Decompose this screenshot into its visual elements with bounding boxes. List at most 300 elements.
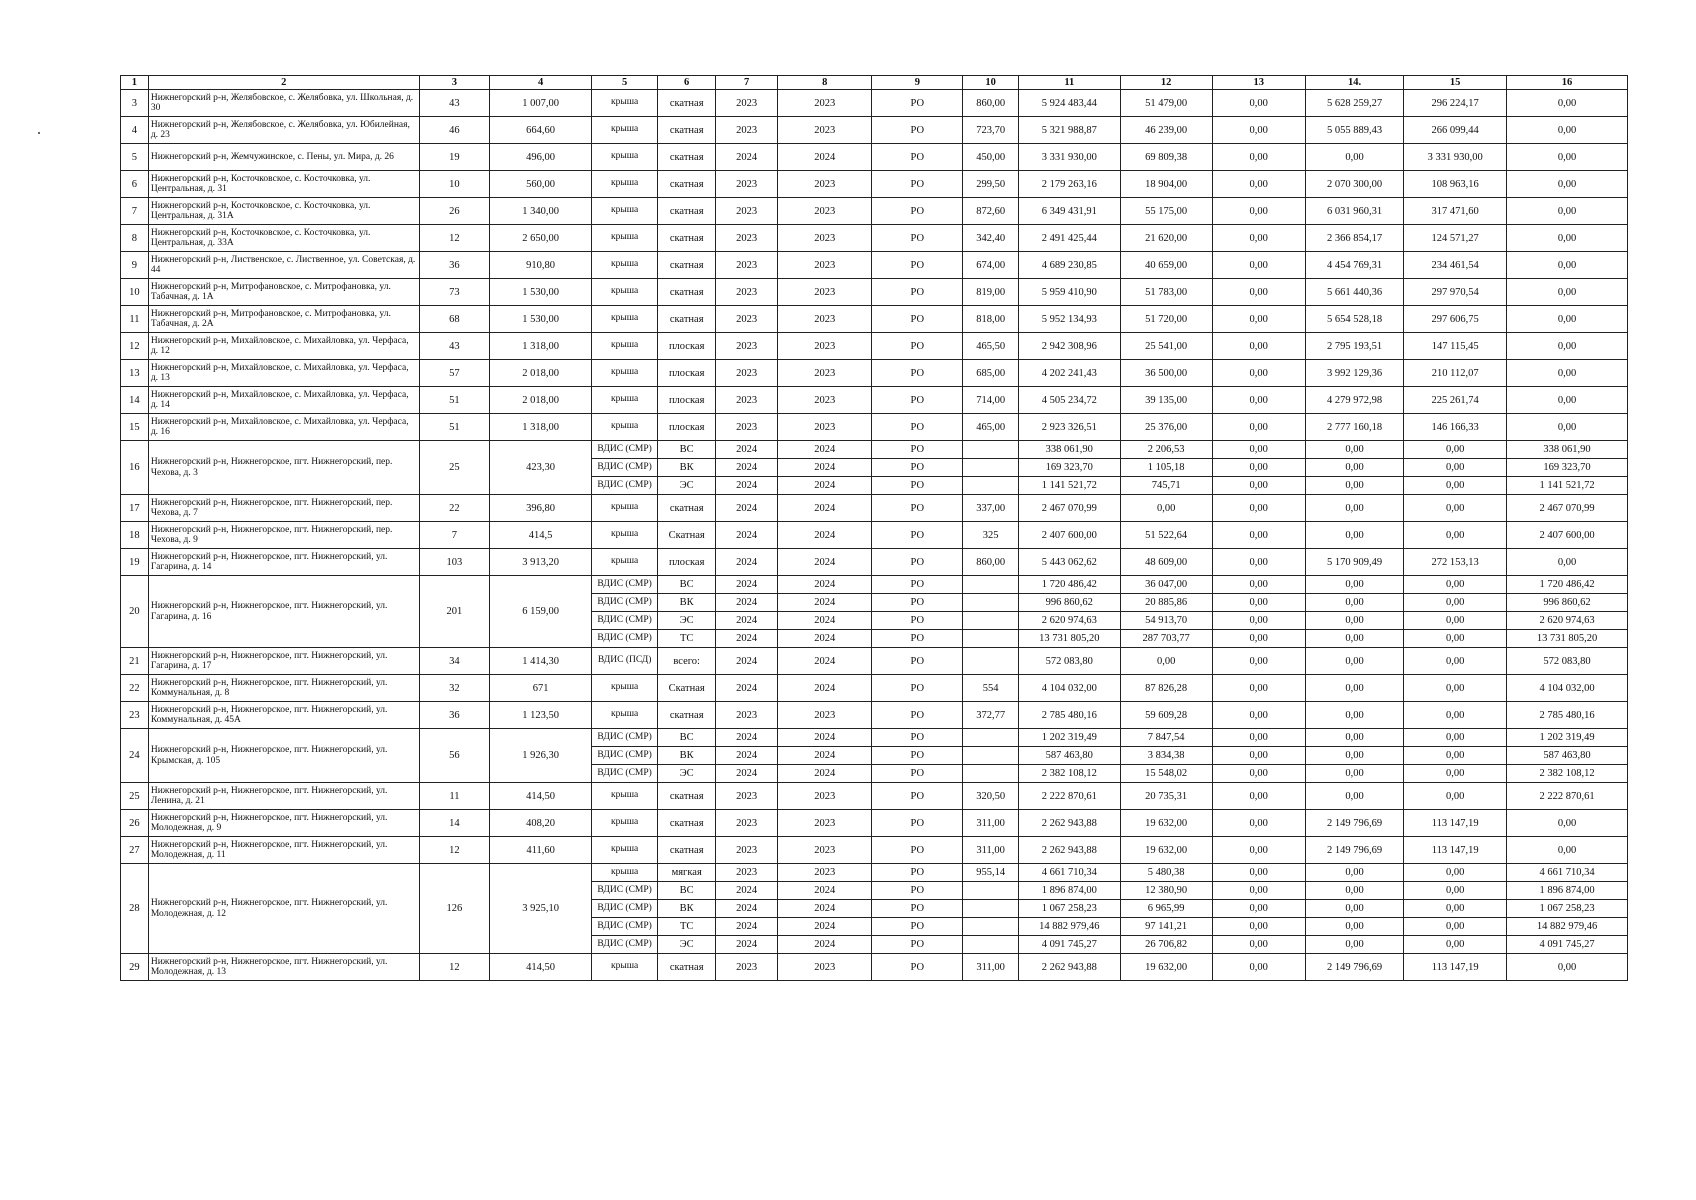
- address-cell: Нижнегорский р-н, Косточковское, с. Косточковка, ул. Центральная, д. 31А: [148, 198, 419, 225]
- plan-year: 2023: [716, 225, 778, 252]
- method: РО: [872, 117, 963, 144]
- apartments-count: 126: [419, 864, 490, 954]
- total-cost: 4 104 032,00: [1018, 675, 1120, 702]
- address-cell: Нижнегорский р-н, Нижнегорское, пгт. Нижнегорский, ул. Гагарина, д. 17: [148, 648, 419, 675]
- plan-year: 2024: [716, 918, 778, 936]
- fund-federal: 0,00: [1212, 198, 1305, 225]
- area: [963, 936, 1019, 954]
- plan-year: 2023: [716, 810, 778, 837]
- method: РО: [872, 675, 963, 702]
- row-number: 26: [121, 810, 149, 837]
- specific-cost: 55 175,00: [1120, 198, 1212, 225]
- table-row: [121, 783, 1628, 810]
- specific-cost: 0,00: [1120, 648, 1212, 675]
- column-header-8: 8: [778, 76, 872, 90]
- fund-owners: 0,00: [1507, 198, 1628, 225]
- work-type: ВДИС (СМР): [591, 630, 657, 648]
- column-header-5: 5: [591, 76, 657, 90]
- plan-year: 2023: [716, 198, 778, 225]
- row-number: 11: [121, 306, 149, 333]
- roof-type: ВК: [658, 459, 716, 477]
- area: 872,60: [963, 198, 1019, 225]
- apartments-count: 56: [419, 729, 490, 783]
- building-area: 910,80: [490, 252, 592, 279]
- work-type: крыша: [591, 225, 657, 252]
- specific-cost: 287 703,77: [1120, 630, 1212, 648]
- specific-cost: 48 609,00: [1120, 549, 1212, 576]
- end-year: 2023: [778, 306, 872, 333]
- fund-owners: 0,00: [1507, 117, 1628, 144]
- apartments-count: 14: [419, 810, 490, 837]
- plan-year: 2024: [716, 441, 778, 459]
- end-year: 2023: [778, 90, 872, 117]
- fund-owners: 14 882 979,46: [1507, 918, 1628, 936]
- apartments-count: 36: [419, 702, 490, 729]
- address-cell: Нижнегорский р-н, Жемчужинское, с. Пены, ул. Мира, д. 26: [148, 144, 419, 171]
- work-type: крыша: [591, 144, 657, 171]
- plan-year: 2023: [716, 171, 778, 198]
- fund-owners: 2 467 070,99: [1507, 495, 1628, 522]
- method: РО: [872, 459, 963, 477]
- apartments-count: 7: [419, 522, 490, 549]
- fund-foundation: 0,00: [1305, 441, 1403, 459]
- fund-foundation: 0,00: [1305, 648, 1403, 675]
- total-cost: 2 620 974,63: [1018, 612, 1120, 630]
- method: РО: [872, 279, 963, 306]
- total-cost: 2 222 870,61: [1018, 783, 1120, 810]
- table-row: [121, 648, 1628, 675]
- column-header-4: 4: [490, 76, 592, 90]
- specific-cost: 5 480,38: [1120, 864, 1212, 882]
- fund-owners: 0,00: [1507, 360, 1628, 387]
- fund-owners: 2 382 108,12: [1507, 765, 1628, 783]
- row-number: 9: [121, 252, 149, 279]
- table-row: [121, 171, 1628, 198]
- work-type: ВДИС (СМР): [591, 576, 657, 594]
- end-year: 2024: [778, 594, 872, 612]
- building-area: 1 414,30: [490, 648, 592, 675]
- method: РО: [872, 576, 963, 594]
- fund-regional: 296 224,17: [1404, 90, 1507, 117]
- table-row: [121, 414, 1628, 441]
- specific-cost: 3 834,38: [1120, 747, 1212, 765]
- fund-foundation: 5 654 528,18: [1305, 306, 1403, 333]
- specific-cost: 36 047,00: [1120, 576, 1212, 594]
- fund-foundation: 0,00: [1305, 576, 1403, 594]
- work-type: крыша: [591, 171, 657, 198]
- work-type: ВДИС (СМР): [591, 936, 657, 954]
- total-cost: 996 860,62: [1018, 594, 1120, 612]
- fund-federal: 0,00: [1212, 90, 1305, 117]
- total-cost: 1 141 521,72: [1018, 477, 1120, 495]
- area: [963, 918, 1019, 936]
- plan-year: 2024: [716, 675, 778, 702]
- plan-year: 2023: [716, 783, 778, 810]
- fund-owners: 1 141 521,72: [1507, 477, 1628, 495]
- fund-owners: 0,00: [1507, 279, 1628, 306]
- plan-year: 2024: [716, 648, 778, 675]
- end-year: 2024: [778, 576, 872, 594]
- row-number: 6: [121, 171, 149, 198]
- apartments-count: 12: [419, 954, 490, 981]
- table-row: [121, 306, 1628, 333]
- row-number: 5: [121, 144, 149, 171]
- fund-owners: 0,00: [1507, 837, 1628, 864]
- specific-cost: 51 720,00: [1120, 306, 1212, 333]
- column-header-1: 1: [121, 76, 149, 90]
- method: РО: [872, 954, 963, 981]
- fund-regional: 0,00: [1404, 882, 1507, 900]
- fund-federal: 0,00: [1212, 171, 1305, 198]
- plan-year: 2024: [716, 144, 778, 171]
- fund-foundation: 4 279 972,98: [1305, 387, 1403, 414]
- address-cell: Нижнегорский р-н, Нижнегорское, пгт. Нижнегорский, ул. Гагарина, д. 16: [148, 576, 419, 648]
- plan-year: 2023: [716, 279, 778, 306]
- building-area: 1 007,00: [490, 90, 592, 117]
- fund-foundation: 0,00: [1305, 702, 1403, 729]
- specific-cost: 19 632,00: [1120, 837, 1212, 864]
- fund-foundation: 3 992 129,36: [1305, 360, 1403, 387]
- column-header-2: 2: [148, 76, 419, 90]
- method: РО: [872, 900, 963, 918]
- fund-regional: 0,00: [1404, 864, 1507, 882]
- fund-foundation: 2 149 796,69: [1305, 954, 1403, 981]
- roof-type: плоская: [658, 549, 716, 576]
- work-type: крыша: [591, 90, 657, 117]
- roof-type: скатная: [658, 837, 716, 864]
- row-number: 23: [121, 702, 149, 729]
- fund-federal: 0,00: [1212, 900, 1305, 918]
- end-year: 2024: [778, 630, 872, 648]
- row-number: 27: [121, 837, 149, 864]
- plan-year: 2023: [716, 117, 778, 144]
- fund-federal: 0,00: [1212, 414, 1305, 441]
- fund-owners: 0,00: [1507, 90, 1628, 117]
- area: 723,70: [963, 117, 1019, 144]
- apartments-count: 57: [419, 360, 490, 387]
- roof-type: ЭС: [658, 765, 716, 783]
- work-type: крыша: [591, 864, 657, 882]
- roof-type: скатная: [658, 117, 716, 144]
- apartments-count: 19: [419, 144, 490, 171]
- apartments-count: 12: [419, 225, 490, 252]
- table-row: [121, 729, 1628, 747]
- fund-owners: 1 202 319,49: [1507, 729, 1628, 747]
- fund-owners: 2 785 480,16: [1507, 702, 1628, 729]
- plan-year: 2023: [716, 252, 778, 279]
- apartments-count: 12: [419, 837, 490, 864]
- plan-year: 2024: [716, 612, 778, 630]
- roof-type: ТС: [658, 918, 716, 936]
- fund-regional: 0,00: [1404, 747, 1507, 765]
- table-row: [121, 864, 1628, 882]
- area: [963, 459, 1019, 477]
- plan-year: 2024: [716, 477, 778, 495]
- table-row: [121, 675, 1628, 702]
- area: 860,00: [963, 549, 1019, 576]
- address-cell: Нижнегорский р-н, Желябовское, с. Желябовка, ул. Школьная, д. 30: [148, 90, 419, 117]
- work-type: ВДИС (СМР): [591, 729, 657, 747]
- fund-regional: 113 147,19: [1404, 837, 1507, 864]
- area: 714,00: [963, 387, 1019, 414]
- method: РО: [872, 387, 963, 414]
- fund-foundation: 0,00: [1305, 144, 1403, 171]
- apartments-count: 73: [419, 279, 490, 306]
- address-cell: Нижнегорский р-н, Митрофановское, с. Митрофановка, ул. Табачная, д. 2А: [148, 306, 419, 333]
- fund-foundation: 0,00: [1305, 612, 1403, 630]
- table-row: [121, 117, 1628, 144]
- area: 860,00: [963, 90, 1019, 117]
- fund-foundation: 2 149 796,69: [1305, 810, 1403, 837]
- method: РО: [872, 765, 963, 783]
- total-cost: 4 091 745,27: [1018, 936, 1120, 954]
- fund-regional: 146 166,33: [1404, 414, 1507, 441]
- row-number: 8: [121, 225, 149, 252]
- total-cost: 587 463,80: [1018, 747, 1120, 765]
- roof-type: плоская: [658, 414, 716, 441]
- fund-federal: 0,00: [1212, 549, 1305, 576]
- fund-foundation: 0,00: [1305, 864, 1403, 882]
- fund-foundation: 0,00: [1305, 522, 1403, 549]
- plan-year: 2024: [716, 459, 778, 477]
- work-type: крыша: [591, 702, 657, 729]
- area: 320,50: [963, 783, 1019, 810]
- area: 685,00: [963, 360, 1019, 387]
- plan-year: 2024: [716, 882, 778, 900]
- address-cell: Нижнегорский р-н, Митрофановское, с. Митрофановка, ул. Табачная, д. 1А: [148, 279, 419, 306]
- plan-year: 2024: [716, 630, 778, 648]
- specific-cost: 12 380,90: [1120, 882, 1212, 900]
- fund-federal: 0,00: [1212, 387, 1305, 414]
- fund-federal: 0,00: [1212, 675, 1305, 702]
- roof-type: ТС: [658, 630, 716, 648]
- table-row: [121, 225, 1628, 252]
- row-number: 28: [121, 864, 149, 954]
- total-cost: 169 323,70: [1018, 459, 1120, 477]
- fund-federal: 0,00: [1212, 576, 1305, 594]
- fund-federal: 0,00: [1212, 648, 1305, 675]
- plan-year: 2023: [716, 954, 778, 981]
- work-type: крыша: [591, 360, 657, 387]
- fund-owners: 4 661 710,34: [1507, 864, 1628, 882]
- fund-foundation: 0,00: [1305, 675, 1403, 702]
- table-row: [121, 522, 1628, 549]
- end-year: 2023: [778, 810, 872, 837]
- area: [963, 648, 1019, 675]
- address-cell: Нижнегорский р-н, Косточковское, с. Косточковка, ул. Центральная, д. 33А: [148, 225, 419, 252]
- building-area: 1 318,00: [490, 333, 592, 360]
- specific-cost: 15 548,02: [1120, 765, 1212, 783]
- address-cell: Нижнегорский р-н, Нижнегорское, пгт. Нижнегорский, пер. Чехова, д. 9: [148, 522, 419, 549]
- column-header-10: 10: [963, 76, 1019, 90]
- method: РО: [872, 198, 963, 225]
- roof-type: ВК: [658, 747, 716, 765]
- plan-year: 2024: [716, 594, 778, 612]
- apartments-count: 51: [419, 387, 490, 414]
- specific-cost: 19 632,00: [1120, 810, 1212, 837]
- work-type: крыша: [591, 306, 657, 333]
- work-type: крыша: [591, 549, 657, 576]
- total-cost: 2 179 263,16: [1018, 171, 1120, 198]
- area: [963, 441, 1019, 459]
- total-cost: 4 661 710,34: [1018, 864, 1120, 882]
- method: РО: [872, 783, 963, 810]
- method: РО: [872, 171, 963, 198]
- method: РО: [872, 936, 963, 954]
- roof-type: скатная: [658, 783, 716, 810]
- fund-federal: 0,00: [1212, 495, 1305, 522]
- fund-federal: 0,00: [1212, 954, 1305, 981]
- apartments-count: 51: [419, 414, 490, 441]
- end-year: 2023: [778, 225, 872, 252]
- table-row: [121, 90, 1628, 117]
- specific-cost: 36 500,00: [1120, 360, 1212, 387]
- roof-type: скатная: [658, 171, 716, 198]
- plan-year: 2024: [716, 522, 778, 549]
- fund-regional: 0,00: [1404, 702, 1507, 729]
- end-year: 2023: [778, 837, 872, 864]
- fund-federal: 0,00: [1212, 936, 1305, 954]
- specific-cost: 19 632,00: [1120, 954, 1212, 981]
- building-area: 3 913,20: [490, 549, 592, 576]
- fund-regional: 0,00: [1404, 765, 1507, 783]
- building-area: 664,60: [490, 117, 592, 144]
- fund-owners: 0,00: [1507, 252, 1628, 279]
- specific-cost: 51 783,00: [1120, 279, 1212, 306]
- roof-type: скатная: [658, 90, 716, 117]
- fund-regional: 225 261,74: [1404, 387, 1507, 414]
- address-cell: Нижнегорский р-н, Михайловское, с. Михайловка, ул. Черфаса, д. 12: [148, 333, 419, 360]
- total-cost: 2 262 943,88: [1018, 954, 1120, 981]
- roof-type: мягкая: [658, 864, 716, 882]
- fund-federal: 0,00: [1212, 810, 1305, 837]
- area: 554: [963, 675, 1019, 702]
- fund-federal: 0,00: [1212, 522, 1305, 549]
- table-row: [121, 279, 1628, 306]
- column-header-15: 15: [1404, 76, 1507, 90]
- area: 819,00: [963, 279, 1019, 306]
- end-year: 2023: [778, 117, 872, 144]
- end-year: 2023: [778, 702, 872, 729]
- specific-cost: 39 135,00: [1120, 387, 1212, 414]
- building-area: 2 018,00: [490, 387, 592, 414]
- fund-foundation: 0,00: [1305, 783, 1403, 810]
- area: 342,40: [963, 225, 1019, 252]
- fund-owners: 0,00: [1507, 810, 1628, 837]
- row-number: 12: [121, 333, 149, 360]
- column-header-9: 9: [872, 76, 963, 90]
- row-number: 7: [121, 198, 149, 225]
- roof-type: ЭС: [658, 477, 716, 495]
- specific-cost: 2 206,53: [1120, 441, 1212, 459]
- building-area: 671: [490, 675, 592, 702]
- fund-owners: 0,00: [1507, 387, 1628, 414]
- building-area: 1 530,00: [490, 279, 592, 306]
- row-number: 3: [121, 90, 149, 117]
- fund-foundation: 5 170 909,49: [1305, 549, 1403, 576]
- plan-year: 2023: [716, 360, 778, 387]
- roof-type: плоская: [658, 360, 716, 387]
- roof-type: скатная: [658, 279, 716, 306]
- specific-cost: 87 826,28: [1120, 675, 1212, 702]
- method: РО: [872, 648, 963, 675]
- fund-owners: 0,00: [1507, 954, 1628, 981]
- end-year: 2023: [778, 387, 872, 414]
- roof-type: скатная: [658, 954, 716, 981]
- specific-cost: 25 541,00: [1120, 333, 1212, 360]
- work-type: ВДИС (СМР): [591, 594, 657, 612]
- building-area: 411,60: [490, 837, 592, 864]
- address-cell: Нижнегорский р-н, Нижнегорское, пгт. Нижнегорский, ул. Ленина, д. 21: [148, 783, 419, 810]
- apartments-count: 32: [419, 675, 490, 702]
- total-cost: 5 952 134,93: [1018, 306, 1120, 333]
- fund-foundation: 0,00: [1305, 936, 1403, 954]
- fund-regional: 0,00: [1404, 729, 1507, 747]
- area: 372,77: [963, 702, 1019, 729]
- plan-year: 2023: [716, 387, 778, 414]
- area: 955,14: [963, 864, 1019, 882]
- specific-cost: 59 609,28: [1120, 702, 1212, 729]
- fund-federal: 0,00: [1212, 729, 1305, 747]
- fund-foundation: 2 777 160,18: [1305, 414, 1403, 441]
- area: 450,00: [963, 144, 1019, 171]
- total-cost: 14 882 979,46: [1018, 918, 1120, 936]
- row-number: 29: [121, 954, 149, 981]
- roof-type: скатная: [658, 702, 716, 729]
- row-number: 24: [121, 729, 149, 783]
- building-area: 1 530,00: [490, 306, 592, 333]
- fund-regional: 0,00: [1404, 783, 1507, 810]
- fund-federal: 0,00: [1212, 702, 1305, 729]
- plan-year: 2024: [716, 747, 778, 765]
- table-row: [121, 198, 1628, 225]
- method: РО: [872, 522, 963, 549]
- building-area: 1 318,00: [490, 414, 592, 441]
- area: [963, 729, 1019, 747]
- end-year: 2024: [778, 648, 872, 675]
- end-year: 2024: [778, 900, 872, 918]
- roof-type: ВС: [658, 576, 716, 594]
- fund-regional: 0,00: [1404, 918, 1507, 936]
- end-year: 2023: [778, 333, 872, 360]
- specific-cost: 20 885,86: [1120, 594, 1212, 612]
- end-year: 2024: [778, 522, 872, 549]
- fund-regional: 108 963,16: [1404, 171, 1507, 198]
- plan-year: 2024: [716, 729, 778, 747]
- end-year: 2023: [778, 954, 872, 981]
- row-number: 15: [121, 414, 149, 441]
- fund-regional: 317 471,60: [1404, 198, 1507, 225]
- specific-cost: 25 376,00: [1120, 414, 1212, 441]
- capital-repair-table-page: [120, 75, 1628, 981]
- roof-type: Скатная: [658, 675, 716, 702]
- row-number: 16: [121, 441, 149, 495]
- fund-owners: 169 323,70: [1507, 459, 1628, 477]
- plan-year: 2023: [716, 306, 778, 333]
- row-number: 4: [121, 117, 149, 144]
- roof-type: скатная: [658, 306, 716, 333]
- specific-cost: 51 522,64: [1120, 522, 1212, 549]
- fund-federal: 0,00: [1212, 441, 1305, 459]
- end-year: 2024: [778, 495, 872, 522]
- specific-cost: 46 239,00: [1120, 117, 1212, 144]
- total-cost: 338 061,90: [1018, 441, 1120, 459]
- work-type: ВДИС (СМР): [591, 882, 657, 900]
- apartments-count: 25: [419, 441, 490, 495]
- total-cost: 2 407 600,00: [1018, 522, 1120, 549]
- total-cost: 2 942 308,96: [1018, 333, 1120, 360]
- fund-foundation: 2 070 300,00: [1305, 171, 1403, 198]
